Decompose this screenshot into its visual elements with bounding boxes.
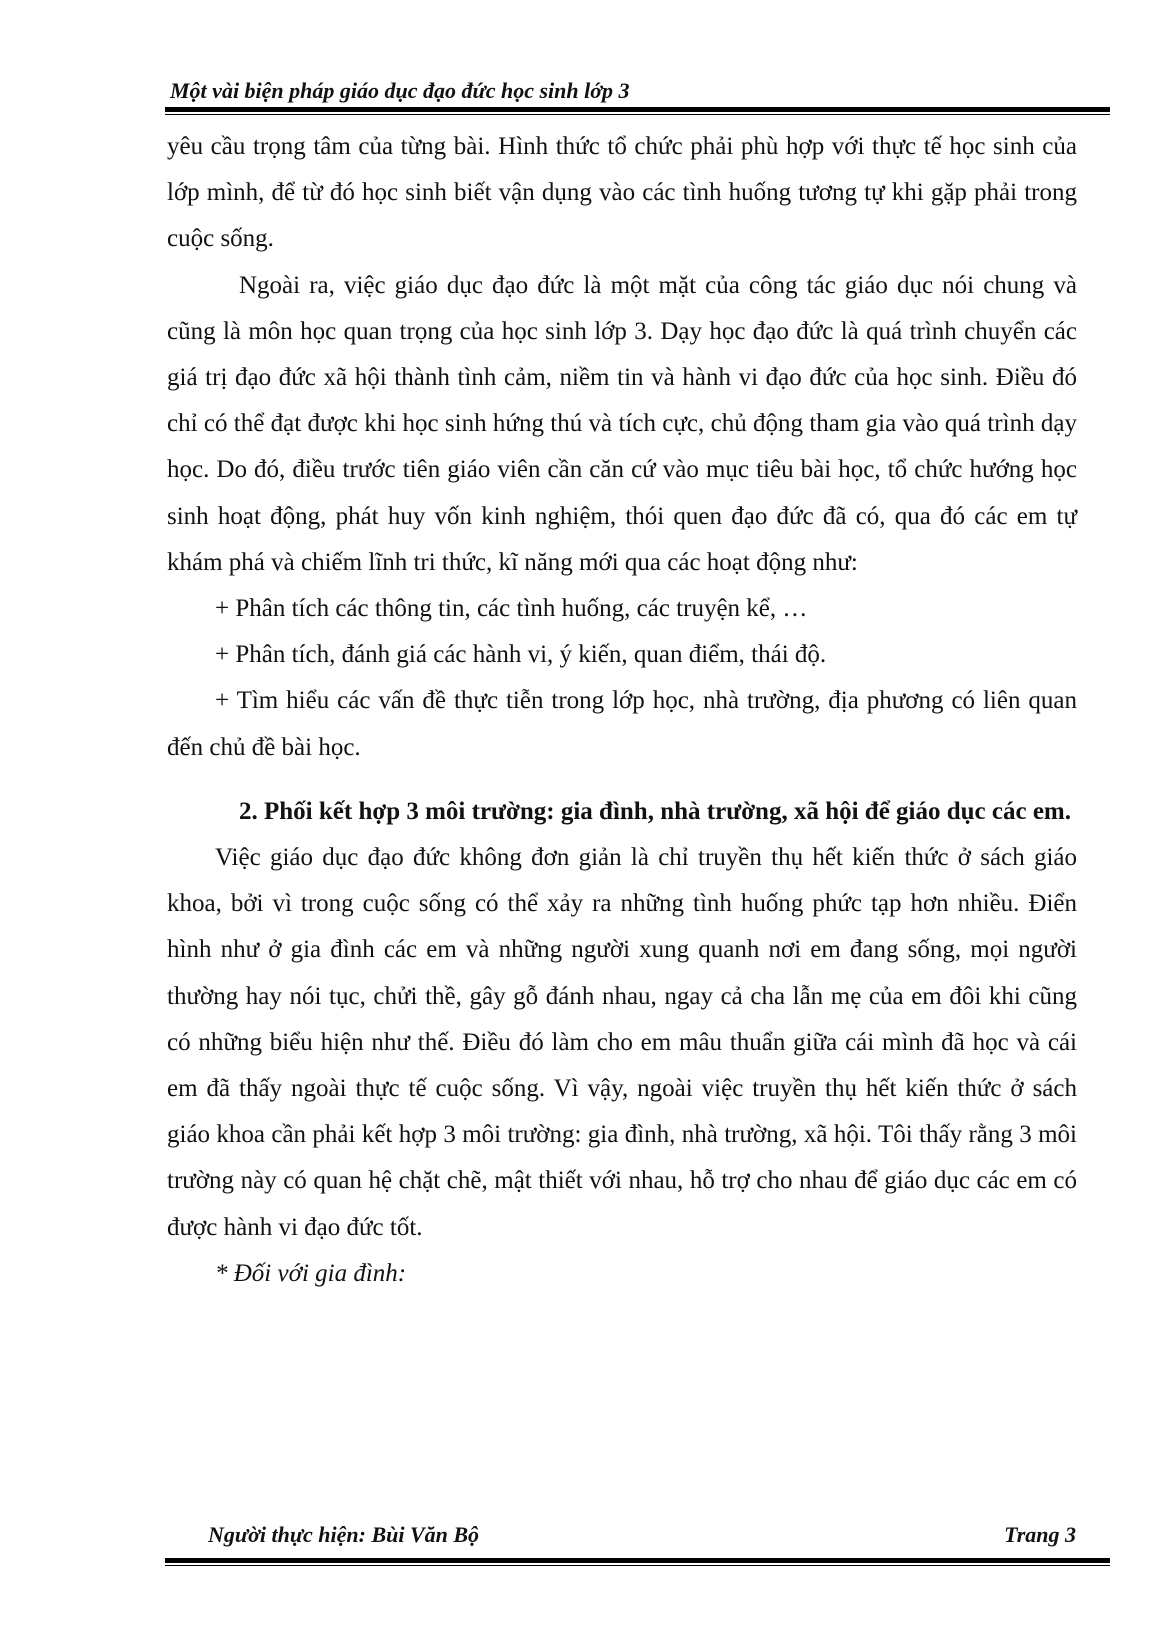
bullet-item-2: + Phân tích, đánh giá các hành vi, ý kiến, quan điểm, thái độ. — [215, 641, 827, 669]
footer-author: Người thực hiện: Bùi Văn Bộ — [208, 1522, 480, 1547]
section-gap — [167, 771, 1077, 789]
paragraph-2: Ngoài ra, việc giáo dục đạo đức là một mặt của công tác giáo dục nói chung và cũng là môn học quan trọng của học sinh lớp 3. Dạy học đạo đức là quá trình chuyển các giá trị đạo đức xã hội thành tình cảm, niềm tin và hành vi đạo đức của học sinh. Điều đó chỉ có thể đạt được khi học sinh hứng thú và tích cực, chủ động tham gia vào quá trình dạy học. Do đó, điều trước tiên giáo viên cần căn cứ vào mục tiêu bài học, tổ chức hướng học sinh hoạt động, phát huy vốn kinh nghiệm, thói quen đạo đức đã có, qua đó các em tự khám phá và chiếm lĩnh tri thức, kĩ năng mới qua các hoạt động như: — [167, 271, 1077, 576]
subheading-family: * Đối với gia đình: — [215, 1259, 407, 1287]
footer-rule — [165, 1558, 1110, 1566]
header-rule — [165, 107, 1110, 115]
footer-page-number: Trang 3 — [1004, 1522, 1076, 1547]
bullet-item-3: + Tìm hiểu các vấn đề thực tiễn trong lớp học, nhà trường, địa phương có liên quan đến chủ đề bài học. — [167, 687, 1077, 761]
bullet-item-1: + Phân tích các thông tin, các tình huống, các truyện kể, … — [215, 595, 808, 623]
document-body — [167, 124, 1077, 1297]
paragraph-3: Việc giáo dục đạo đức không đơn giản là chỉ truyền thụ hết kiến thức ở sách giáo khoa, bởi vì trong cuộc sống có thể xảy ra những tình huống phức tạp hơn nhiều. Điển hình như ở gia đình các em và những người xung quanh nơi em đang sống, mọi người thường hay nói tục, chửi thề, gây gỗ đánh nhau, ngay cả cha lẫn mẹ của em đôi khi cũng có những biểu hiện như thế. Điều đó làm cho em mâu thuẩn giữa cái mình đã học và cái em đã thấy ngoài thực tế cuộc sống. Vì vậy, ngoài việc truyền thụ hết kiến thức ở sách giáo khoa cần phải kết hợp 3 môi trường: gia đình, nhà trường, xã hội. Tôi thấy rằng 3 môi trường này có quan hệ chặt chẽ, mật thiết với nhau, hỗ trợ cho nhau để giáo dục các em có được hành vi đạo đức tốt. — [167, 844, 1077, 1241]
page-header-title: Một vài biện pháp giáo dục đạo đức học sinh lớp 3 — [170, 78, 630, 103]
paragraph-1: yêu cầu trọng tâm của từng bài. Hình thức tổ chức phải phù hợp với thực tế học sinh của lớp mình, để từ đó học sinh biết vận dụng vào các tình huống tương tự khi gặp phải trong cuộc sống. — [167, 133, 1077, 253]
section-heading-2: 2. Phối kết hợp 3 môi trường: gia đình, nhà trường, xã hội để giáo dục các em. — [239, 797, 1072, 825]
